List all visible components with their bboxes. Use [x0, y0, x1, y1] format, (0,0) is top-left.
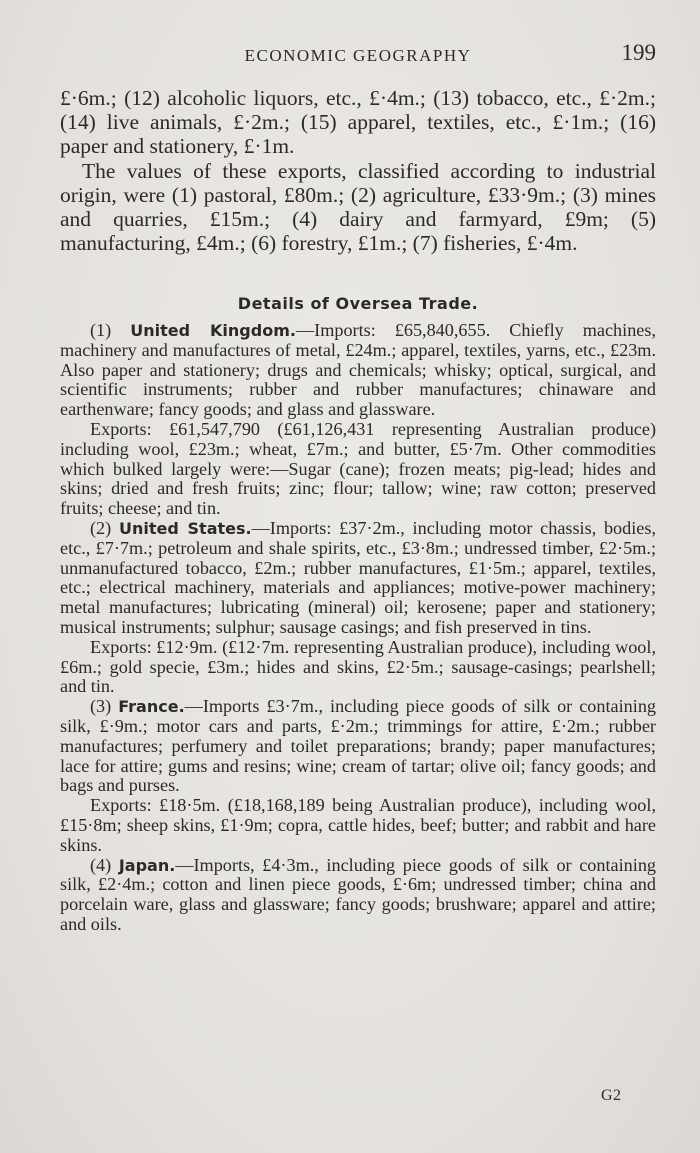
us-exports-paragraph: Exports: £12·9m. (£12·7m. representing Australian produce), including wool, £6m.; gold specie, £3m.; hides and skins, £2·5m.; sausage-casings; pearlshell; and tin.: [60, 636, 656, 697]
us-imports-text: —Imports: £37·2m., including motor chassis, bodies, etc., £7·7m.; petroleum and shale spirits, etc., £3·8m.; undressed timber, £2·5m.; unmanufactured tobacco, £2m.; rubber manufactures, £1·5m.; apparel, textiles, etc.; electrical machinery, materials and appliances; motive-power machinery; metal manufactures; lubricating (mineral) oil; kerosene; paper and stationery; musical instruments; sulphur; sausage casings; and fish preserved in tins.: [60, 517, 656, 637]
uk-imports-text: —Imports: £65,840,655. Chiefly machines, machinery and manufactures of metal, £24m.; apparel, textiles, yarns, etc., £23m. Also paper and stationery; drugs and chemicals; whisky; optical, surgical, and scientific instruments; rubber and rubber manufactures; chinaware and earthenware; fancy goods; and glass and glassware.: [60, 320, 656, 420]
paragraph-industrial-origin: The values of these exports, classified according to industrial origin, were (1) pastoral, £80m.; (2) agriculture, £33·9m.; (3) mines and quarries, £15m.; (4) dairy and farmyard, £9m; (5) manufacturing, £4m.; (6) forestry, £1m.; (7) fisheries, £·4m.: [60, 158, 656, 256]
france-imports-text: —Imports £3·7m., including piece goods of silk or containing silk, £·9m.; motor cars and parts, £·2m.; trimmings for attire, £·2m.; rubber manufactures; perfumery and toilet preparations; brandy; paper manufactures; lace for attire; gums and resins; wine; cream of tartar; olive oil; fancy goods; and bags and purses.: [60, 696, 657, 796]
japan-imports-paragraph: [60, 856, 656, 935]
country-number: (3): [90, 696, 112, 717]
export-summary-text: [60, 86, 656, 255]
country-name-uk: United Kingdom.: [130, 321, 296, 340]
france-imports-paragraph: [60, 697, 656, 796]
us-imports-paragraph: [60, 519, 656, 638]
country-name-france: France.: [118, 697, 185, 717]
country-number: (1): [90, 320, 112, 340]
signature-mark: G2: [601, 1087, 622, 1104]
uk-exports-paragraph: Exports: £61,547,790 (£61,126,431 representing Australian produce) including wool, £23m.; wheat, £7m.; and butter, £5·7m. Other commodities which bulked largely were:—Sugar (cane); frozen meats; pig-lead; hides and skins; dried and fresh fruits; zinc; flour; tallow; wine; raw cotton; preserved fruits; cheese; and tin.: [60, 418, 656, 519]
japan-imports-text: —Imports, £4·3m., including piece goods of silk or containing silk, £2·4m.; cotton and linen piece goods, £·6m; undressed timber; china and porcelain ware, glass and glassware; fancy goods; brushware; apparel and attire; and oils.: [60, 854, 657, 934]
country-number: (4): [90, 854, 112, 875]
country-number: (2): [90, 517, 112, 538]
france-exports-paragraph: Exports: £18·5m. (£18,168,189 being Australian produce), including wool, £15·8m; sheep skins, £1·9m; copra, cattle hides, beef; butter; and rabbit and hare skins.: [60, 795, 656, 855]
paragraph-continuation: £·6m.; (12) alcoholic liquors, etc., £·4m.; (13) tobacco, etc., £·2m.; (14) live animals, £·2m.; (15) apparel, textiles, etc., £·1m.; (16) paper and stationery, £·1m.: [60, 86, 656, 159]
country-name-japan: Japan.: [118, 855, 176, 875]
running-head: [60, 40, 656, 70]
oversea-trade-details: [60, 321, 656, 935]
running-title: ECONOMIC GEOGRAPHY: [244, 46, 472, 65]
section-heading: Details of Oversea Trade.: [237, 294, 479, 313]
country-name-us: United States.: [118, 518, 252, 538]
page-number: 199: [621, 40, 656, 65]
uk-imports-paragraph: [60, 321, 656, 420]
